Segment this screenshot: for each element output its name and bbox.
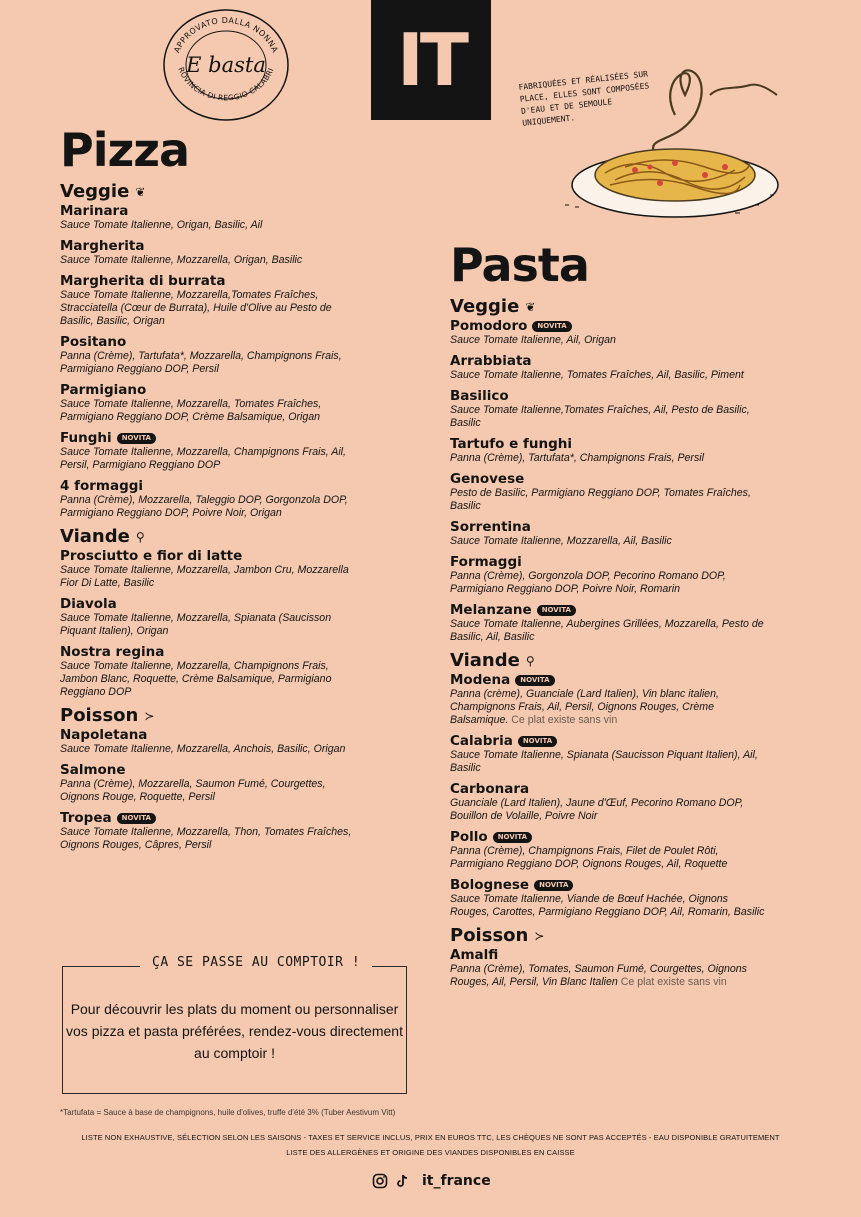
- category-name: Poisson: [450, 925, 529, 946]
- novita-badge: NOVITA: [532, 321, 571, 332]
- category-heading: [450, 925, 770, 947]
- menu-item-description-row: [450, 845, 770, 871]
- leaf-icon: ❦: [525, 300, 536, 314]
- menu-item-note: Ce plat existe sans vin: [508, 714, 618, 726]
- legal-line-1: LISTE NON EXHAUSTIVE, SÉLECTION SELON LES SAISONS - TAXES ET SERVICE INCLUS, PRIX EN EUROS TTC, LES CHÈQUES NE SONT PAS ACCEPTÉS - EAU DISPONIBLE GRATUITEMENT: [81, 1133, 780, 1142]
- menu-item: [450, 829, 770, 871]
- menu-item-description: Sauce Tomate Italienne, Tomates Fraîches, Ail, Basilic, Piment: [450, 369, 744, 381]
- menu-item-description-row: [450, 963, 770, 989]
- menu-item: [60, 334, 360, 376]
- menu-item-description: Sauce Tomate Italienne, Mozzarella,Tomates Fraîches, Stracciatella (Cœur de Burrata), Huile d'Olive au Pesto de Basilic, Basilic, Origan: [60, 289, 332, 327]
- menu-item-title-row: [450, 388, 770, 404]
- menu-item-name: Basilico: [450, 388, 509, 404]
- menu-item-title-row: [450, 318, 770, 334]
- menu-item: [60, 810, 360, 852]
- stamp-center-text: E basta: [186, 53, 266, 77]
- menu-item-description: Sauce Tomate Italienne, Origan, Basilic, Ail: [60, 219, 263, 231]
- menu-item-description: Panna (Crème), Tomates, Saumon Fumé, Courgettes, Oignons Rouges, Ail, Persil, Vin Blanc Italien: [450, 963, 747, 988]
- menu-item-description: Sauce Tomate Italienne, Mozzarella, Champignons Frais, Ail, Persil, Parmigiano Reggiano DOP: [60, 446, 346, 471]
- menu-item-title-row: [60, 273, 360, 289]
- menu-item-description-row: [450, 797, 770, 823]
- menu-item-name: Tartufo e funghi: [450, 436, 573, 452]
- tartufata-footnote: *Tartufata = Sauce à base de champignons, huile d'olives, truffe d'été 3% (Tuber Aestivum Vitt): [60, 1108, 396, 1117]
- category-name: Viande: [60, 526, 130, 547]
- menu-item-description-row: [60, 660, 360, 699]
- menu-item: [60, 762, 360, 804]
- menu-item: [60, 273, 360, 328]
- menu-item-name: Positano: [60, 334, 127, 350]
- menu-item-description: Sauce Tomate Italienne,Tomates Fraîches, Ail, Pesto de Basilic, Basilic: [450, 404, 750, 429]
- menu-item-name: Calabria: [450, 733, 513, 749]
- menu-item-description: Panna (Crème), Gorgonzola DOP, Pecorino Romano DOP, Parmigiano Reggiano DOP, Poivre Noir, Romarin: [450, 570, 726, 595]
- tiktok-icon[interactable]: [394, 1173, 410, 1189]
- menu-item-title-row: [450, 947, 770, 963]
- menu-item-title-row: [60, 762, 360, 778]
- fish-icon: ≻: [534, 929, 545, 943]
- menu-item-title-row: [60, 810, 360, 826]
- menu-item: [450, 672, 770, 727]
- menu-item: [450, 519, 770, 548]
- menu-item-title-row: [60, 548, 360, 564]
- menu-item: [60, 430, 360, 472]
- menu-item-description: Panna (Crème), Mozzarella, Saumon Fumé, Courgettes, Oignons Rouge, Roquette, Persil: [60, 778, 326, 803]
- menu-item-description: Panna (crème), Guanciale (Lard Italien), Vin blanc italien, Champignons Frais, Ail, Persil, Oignons Rouges, Crème Balsamique.: [450, 688, 719, 726]
- pasta-title: Pasta: [450, 238, 589, 292]
- counter-title: ÇA SE PASSE AU COMPTOIR !: [140, 955, 372, 970]
- menu-item-description: Pesto de Basilic, Parmigiano Reggiano DOP, Tomates Fraîches, Basilic: [450, 487, 751, 512]
- menu-item-description-row: [450, 404, 770, 430]
- counter-text: Pour découvrir les plats du moment ou personnaliser vos pizza et pasta préférées, rendez-vous directement au comptoir !: [66, 1001, 403, 1061]
- menu-item-title-row: [450, 471, 770, 487]
- approval-stamp: [160, 6, 292, 124]
- novita-badge: NOVITA: [518, 736, 557, 747]
- menu-item-name: Pomodoro: [450, 318, 528, 334]
- meat-icon: ⚲: [135, 530, 145, 544]
- novita-badge: NOVITA: [117, 433, 156, 444]
- handwritten-note: FABRIQUÉES ET RÉALISÉES SUR PLACE, ELLES SONT COMPOSÉES D'EAU ET DE SEMOULE UNIQUEMENT.: [518, 69, 650, 128]
- menu-item-description-row: [450, 369, 770, 382]
- menu-item-title-row: [60, 727, 360, 743]
- menu-item: [60, 203, 360, 232]
- menu-item-description: Sauce Tomate Italienne, Aubergines Grillées, Mozzarella, Pesto de Basilic, Ail, Basilic: [450, 618, 764, 643]
- menu-item-description: Sauce Tomate Italienne, Mozzarella, Anchois, Basilic, Origan: [60, 743, 346, 755]
- menu-item-name: Diavola: [60, 596, 117, 612]
- menu-item-description: Sauce Tomate Italienne, Ail, Origan: [450, 334, 616, 346]
- legal-line-2: LISTE DES ALLERGÈNES ET ORIGINE DES VIANDES DISPONIBLES EN CAISSE: [286, 1148, 575, 1157]
- menu-item: [60, 727, 360, 756]
- menu-item-name: Marinara: [60, 203, 129, 219]
- menu-item-description-row: [60, 289, 360, 328]
- stamp-graphic: [160, 6, 292, 124]
- menu-item-name: Carbonara: [450, 781, 530, 797]
- menu-item: [450, 353, 770, 382]
- menu-item: [60, 478, 360, 520]
- menu-item: [450, 602, 770, 644]
- category-name: Veggie: [60, 181, 130, 202]
- menu-item-description: Sauce Tomate Italienne, Viande de Bœuf Hachée, Oignons Rouges, Carottes, Parmigiano Reggiano DOP, Ail, Romarin, Basilic: [450, 893, 765, 918]
- menu-item-name: 4 formaggi: [60, 478, 144, 494]
- menu-item-description-row: [450, 334, 770, 347]
- novita-badge: NOVITA: [534, 880, 573, 891]
- menu-item-description: Panna (Crème), Tartufata*, Mozzarella, Champignons Frais, Parmigiano Reggiano DOP, Persil: [60, 350, 342, 375]
- menu-item: [60, 548, 360, 590]
- menu-item-description: Panna (Crème), Tartufata*, Champignons Frais, Persil: [450, 452, 704, 464]
- menu-item-title-row: [450, 353, 770, 369]
- menu-item-description: Panna (Crème), Mozzarella, Taleggio DOP, Gorgonzola DOP, Parmigiano Reggiano DOP, Poivre Noir, Origan: [60, 494, 348, 519]
- menu-item-name: Napoletana: [60, 727, 148, 743]
- menu-item-title-row: [450, 672, 770, 688]
- leaf-icon: ❦: [135, 185, 146, 199]
- menu-item-description-row: [60, 778, 360, 804]
- stamp-top-text: APPROVATO DALLA NONNA: [172, 15, 280, 55]
- pizza-categories: [60, 181, 360, 852]
- menu-item-description-row: [450, 487, 770, 513]
- menu-item-description: Sauce Tomate Italienne, Mozzarella, Champignons Frais, Jambon Blanc, Roquette, Crème Balsamique, Parmigiano Reggiano DOP: [60, 660, 332, 698]
- menu-item-title-row: [450, 877, 770, 893]
- menu-item-name: Modena: [450, 672, 511, 688]
- category-name: Veggie: [450, 296, 520, 317]
- novita-badge: NOVITA: [515, 675, 554, 686]
- menu-item-description: Guanciale (Lard Italien), Jaune d'Œuf, Pecorino Romano DOP, Bouillon de Volaille, Poivre Noir: [450, 797, 744, 822]
- menu-item: [60, 596, 360, 638]
- category-heading: [60, 181, 360, 203]
- category-name: Poisson: [60, 705, 139, 726]
- menu-item-description-row: [60, 350, 360, 376]
- menu-item: [60, 238, 360, 267]
- pizza-title: Pizza: [60, 123, 190, 177]
- menu-item-name: Tropea: [60, 810, 112, 826]
- menu-item-name: Salmone: [60, 762, 126, 778]
- menu-item: [450, 877, 770, 919]
- menu-item-title-row: [450, 733, 770, 749]
- menu-item-description-row: [60, 446, 360, 472]
- menu-item: [450, 388, 770, 430]
- menu-item-description-row: [60, 398, 360, 424]
- social-handle[interactable]: it_france: [422, 1173, 491, 1189]
- menu-item-name: Parmigiano: [60, 382, 147, 398]
- menu-item-title-row: [60, 430, 360, 446]
- menu-item-description-row: [60, 612, 360, 638]
- menu-item-title-row: [450, 519, 770, 535]
- menu-item: [450, 318, 770, 347]
- menu-item-name: Funghi: [60, 430, 112, 446]
- menu-item-title-row: [60, 334, 360, 350]
- menu-item-title-row: [450, 781, 770, 797]
- menu-item-description-row: [450, 688, 770, 727]
- menu-item: [60, 644, 360, 699]
- menu-item: [450, 436, 770, 465]
- menu-item: [60, 382, 360, 424]
- pasta-categories: [450, 296, 770, 989]
- menu-item-title-row: [60, 644, 360, 660]
- menu-item-description: Sauce Tomate Italienne, Spianata (Saucisson Piquant Italien), Ail, Basilic: [450, 749, 758, 774]
- menu-item: [450, 733, 770, 775]
- fish-icon: ≻: [144, 709, 155, 723]
- menu-item: [450, 554, 770, 596]
- novita-badge: NOVITA: [117, 813, 156, 824]
- menu-item-description-row: [450, 570, 770, 596]
- menu-item-name: Amalfi: [450, 947, 499, 963]
- social-links: [372, 1173, 491, 1189]
- menu-item-name: Sorrentina: [450, 519, 531, 535]
- category-heading: [60, 526, 360, 548]
- menu-item-description-row: [450, 618, 770, 644]
- menu-item-description-row: [450, 893, 770, 919]
- menu-item-title-row: [60, 238, 360, 254]
- menu-item-name: Prosciutto e fior di latte: [60, 548, 243, 564]
- menu-item-name: Margherita: [60, 238, 145, 254]
- menu-item-name: Nostra regina: [60, 644, 165, 660]
- category-heading: [450, 650, 770, 672]
- menu-item-title-row: [450, 829, 770, 845]
- menu-item-description: Sauce Tomate Italienne, Mozzarella, Tomates Fraîches, Parmigiano Reggiano DOP, Crème Balsamique, Origan: [60, 398, 322, 423]
- novita-badge: NOVITA: [493, 832, 532, 843]
- menu-item-description-row: [60, 494, 360, 520]
- menu-item-description-row: [60, 826, 360, 852]
- category-heading: [450, 296, 770, 318]
- menu-item-description-row: [60, 254, 360, 267]
- menu-item-description: Sauce Tomate Italienne, Mozzarella, Jambon Cru, Mozzarella Fior Di Latte, Basilic: [60, 564, 349, 589]
- category-name: Viande: [450, 650, 520, 671]
- menu-item: [450, 471, 770, 513]
- menu-item-description: Sauce Tomate Italienne, Mozzarella, Spianata (Saucisson Piquant Italien), Origan: [60, 612, 332, 637]
- category-heading: [60, 705, 360, 727]
- menu-item-description-row: [450, 749, 770, 775]
- menu-item-name: Arrabbiata: [450, 353, 532, 369]
- menu-item-title-row: [60, 382, 360, 398]
- menu-item-name: Genovese: [450, 471, 525, 487]
- menu-item-description: Sauce Tomate Italienne, Mozzarella, Ail, Basilic: [450, 535, 672, 547]
- menu-item-title-row: [60, 478, 360, 494]
- stamp-bottom-text: ROVINCIA DI REGGIO CALABRI: [176, 65, 276, 103]
- instagram-icon[interactable]: [372, 1173, 388, 1189]
- menu-item-title-row: [60, 596, 360, 612]
- pizza-section: [60, 125, 360, 858]
- novita-badge: NOVITA: [537, 605, 576, 616]
- menu-item-description: Sauce Tomate Italienne, Mozzarella, Thon, Tomates Fraîches, Oignons Rouges, Câpres, Persil: [60, 826, 352, 851]
- menu-item-name: Bolognese: [450, 877, 530, 893]
- menu-item-name: Melanzane: [450, 602, 532, 618]
- menu-item-description-row: [60, 219, 360, 232]
- menu-item: [450, 781, 770, 823]
- menu-item-title-row: [450, 554, 770, 570]
- menu-item-title-row: [450, 436, 770, 452]
- pasta-section: [450, 240, 770, 995]
- menu-item-name: Margherita di burrata: [60, 273, 226, 289]
- menu-item-description: Sauce Tomate Italienne, Mozzarella, Origan, Basilic: [60, 254, 303, 266]
- menu-item-name: Pollo: [450, 829, 488, 845]
- menu-item-description: Panna (Crème), Champignons Frais, Filet de Poulet Rôti, Parmigiano Reggiano DOP, Oignons Rouges, Ail, Roquette: [450, 845, 728, 870]
- menu-item-description-row: [450, 452, 770, 465]
- menu-item-note: Ce plat existe sans vin: [617, 976, 727, 988]
- menu-item-description-row: [60, 564, 360, 590]
- menu-item-description-row: [60, 743, 360, 756]
- menu-item-title-row: [450, 602, 770, 618]
- menu-item-description-row: [450, 535, 770, 548]
- brand-logo: IT: [371, 0, 491, 120]
- menu-item: [450, 947, 770, 989]
- menu-item-name: Formaggi: [450, 554, 522, 570]
- meat-icon: ⚲: [525, 654, 535, 668]
- menu-item-title-row: [60, 203, 360, 219]
